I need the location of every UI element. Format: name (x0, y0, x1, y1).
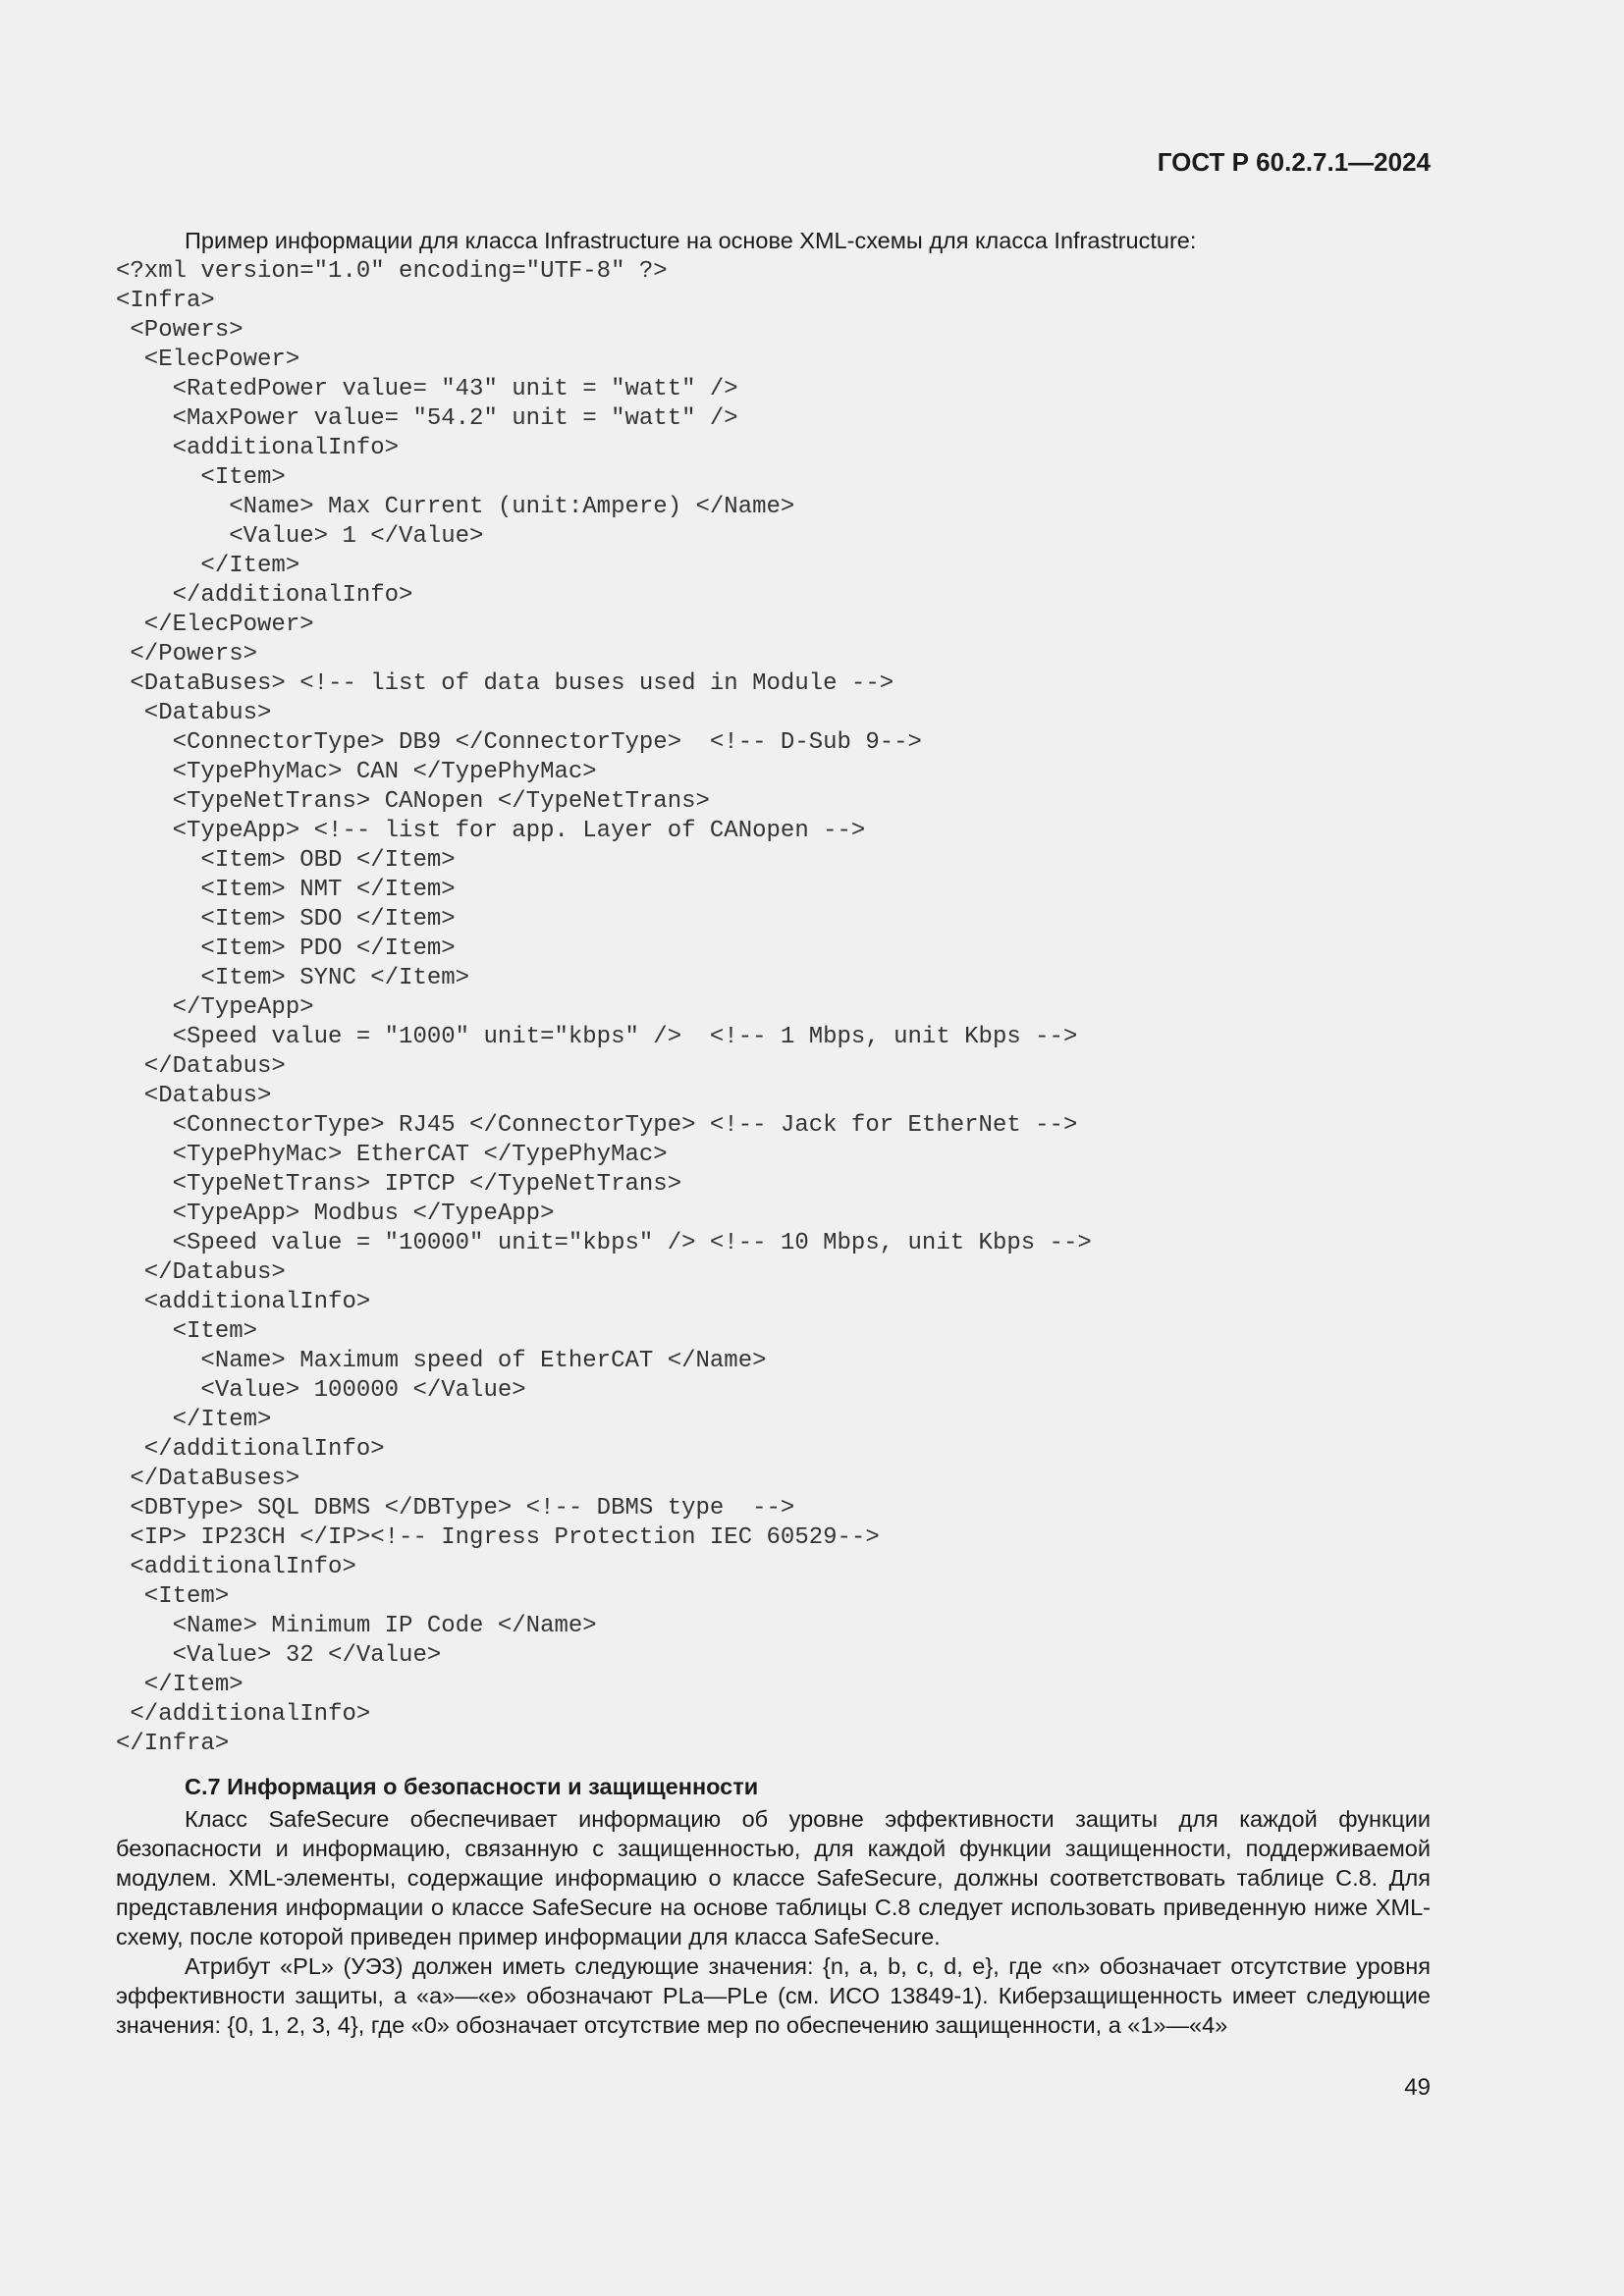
section-paragraph: Атрибут «PL» (УЭЗ) должен иметь следующие значения: {n, a, b, c, d, e}, где «n» обозначает отсутствие уровня эффективности защиты, а «a»—«e» обозначают PLa—PLe (см. ИСО 13849-1). Киберзащищенность имеет следующие значения: {0, 1, 2, 3, 4}, где «0» обозначает отсутствие мер по обеспечению защищенности, а «1»—«4» (116, 1953, 1431, 2038)
code-line: </Infra> (116, 1731, 230, 1757)
code-line: <Name> Maximum speed of EtherCAT </Name> (116, 1348, 767, 1374)
code-line: <ConnectorType> RJ45 </ConnectorType> <!-- Jack for EtherNet --> (116, 1112, 1078, 1139)
code-line: </additionalInfo> (116, 1436, 385, 1463)
document-standard-header: ГОСТ Р 60.2.7.1—2024 (1157, 147, 1431, 177)
code-line: </Item> (116, 1407, 272, 1433)
code-line: <Item> (116, 464, 286, 491)
code-line: <Item> OBD </Item> (116, 847, 456, 874)
code-line: <TypeApp> Modbus </TypeApp> (116, 1201, 555, 1227)
code-line: </Item> (116, 553, 300, 579)
code-line: <TypePhyMac> EtherCAT </TypePhyMac> (116, 1142, 668, 1168)
code-line: <Item> (116, 1583, 230, 1610)
code-line: <additionalInfo> (116, 1554, 356, 1580)
code-line: <?xml version="1.0" encoding="UTF-8" ?> (116, 258, 668, 285)
code-line: </Databus> (116, 1053, 286, 1080)
code-line: </ElecPower> (116, 612, 314, 638)
code-line: <ConnectorType> DB9 </ConnectorType> <!-- D-Sub 9--> (116, 729, 922, 756)
code-line: </additionalInfo> (116, 1701, 371, 1728)
code-line: <DataBuses> <!-- list of data buses used in Module --> (116, 670, 894, 697)
section-paragraph: Класс SafeSecure обеспечивает информацию об уровне эффективности защиты для каждой функции безопасности и информацию, связанную с защищенностью, для каждой функции защищенности, поддерживаемой модулем. XML-элементы, содержащие информацию о классе SafeSecure, должны соответствовать таблице С.8. Для представления информации о классе SafeSecure на основе таблицы С.8 следует использовать приведенную ниже XML-схему, после которой приведен пример информации для класса SafeSecure. (116, 1806, 1431, 1949)
code-line: </DataBuses> (116, 1466, 300, 1492)
code-line: <ElecPower> (116, 347, 300, 373)
code-line: <Item> SDO </Item> (116, 906, 456, 933)
code-line: <DBType> SQL DBMS </DBType> <!-- DBMS type --> (116, 1495, 795, 1522)
intro-text: Пример информации для класса Infrastructure на основе XML-схемы для класса Infrastructure: (185, 228, 1197, 253)
section-title: С.7 Информация о безопасности и защищенности (185, 1774, 759, 1799)
code-line: <Value> 1 </Value> (116, 523, 484, 550)
code-line: <Speed value = "10000" unit="kbps" /> <!-- 10 Mbps, unit Kbps --> (116, 1230, 1092, 1256)
code-line: <IP> IP23CH </IP><!-- Ingress Protection IEC 60529--> (116, 1524, 880, 1551)
code-line: <Name> Max Current (unit:Ampere) </Name> (116, 494, 795, 520)
code-line: </additionalInfo> (116, 582, 413, 609)
code-line: <Speed value = "1000" unit="kbps" /> <!-- 1 Mbps, unit Kbps --> (116, 1024, 1078, 1050)
code-line: <Value> 32 </Value> (116, 1642, 442, 1669)
xml-code-block (116, 257, 1092, 1759)
code-line: <TypeNetTrans> CANopen </TypeNetTrans> (116, 788, 710, 815)
code-line: <Value> 100000 </Value> (116, 1377, 526, 1404)
code-line: <Powers> (116, 317, 244, 344)
code-line: <Item> SYNC </Item> (116, 965, 470, 991)
code-line: <RatedPower value= "43" unit = "watt" /> (116, 376, 738, 402)
code-line: </Item> (116, 1672, 244, 1698)
code-line: <Infra> (116, 288, 215, 314)
code-line: </Powers> (116, 641, 258, 667)
code-line: <additionalInfo> (116, 1289, 371, 1315)
code-line: <Name> Minimum IP Code </Name> (116, 1613, 597, 1639)
code-line: <Item> PDO </Item> (116, 935, 456, 962)
code-line: <TypePhyMac> CAN </TypePhyMac> (116, 759, 597, 785)
section-c7 (116, 1772, 1431, 2040)
code-line: <Item> NMT </Item> (116, 877, 456, 903)
code-line: <Databus> (116, 1083, 272, 1109)
code-line: </Databus> (116, 1259, 286, 1286)
code-line: <MaxPower value= "54.2" unit = "watt" /> (116, 405, 738, 432)
page-number: 49 (1404, 2074, 1431, 2101)
code-line: <TypeNetTrans> IPTCP </TypeNetTrans> (116, 1171, 682, 1198)
code-line: <TypeApp> <!-- list for app. Layer of CANopen --> (116, 818, 866, 844)
code-line: <Databus> (116, 700, 272, 726)
code-line: <Item> (116, 1318, 258, 1345)
code-line: </TypeApp> (116, 994, 314, 1021)
code-line: <additionalInfo> (116, 435, 400, 461)
